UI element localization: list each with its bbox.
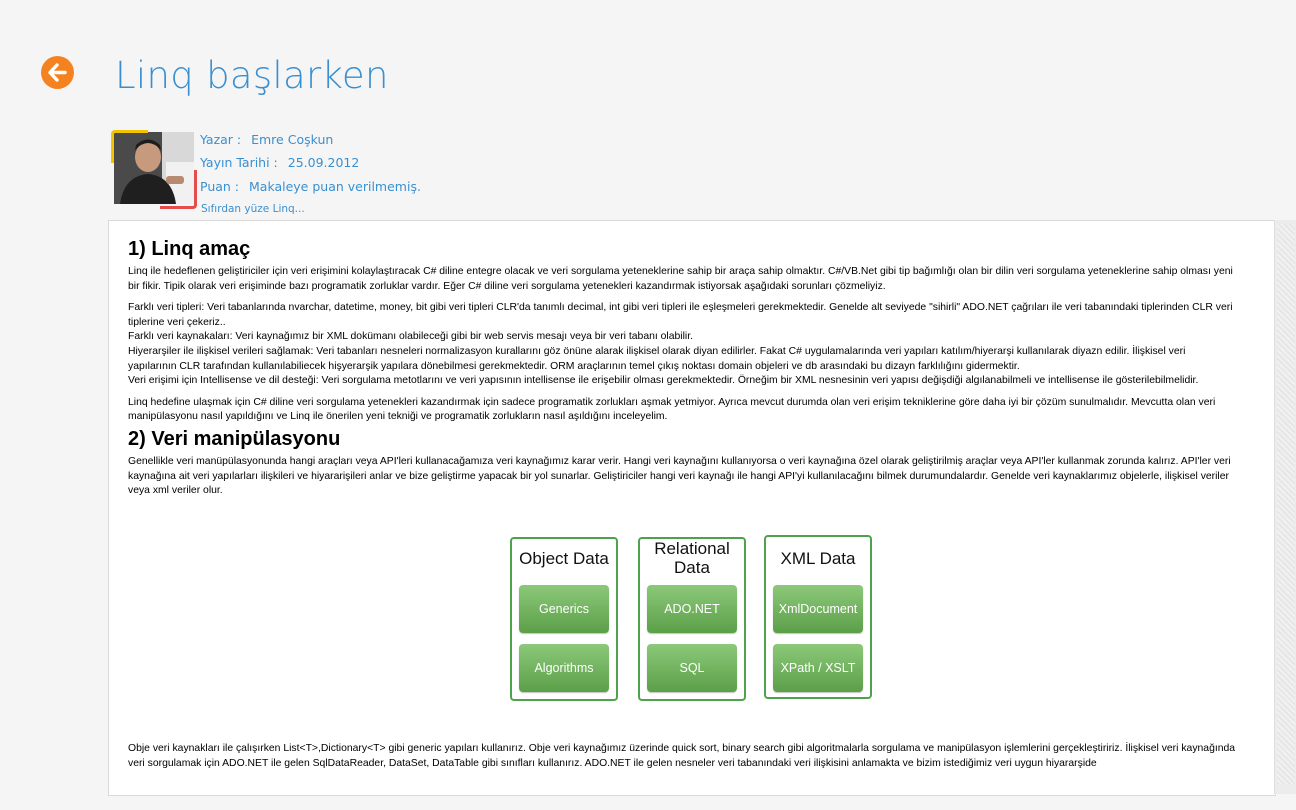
section-heading: 1) Linq amaç: [128, 238, 251, 260]
vertical-scrollbar[interactable]: [1274, 220, 1296, 794]
paragraph: Farklı veri tipleri: Veri tabanlarında nvarchar, datetime, money, bit gibi veri tipleri CLR'da tanımlı decimal, int gibi veri tipleri ile eşleşmeleri gerekmektedir. Genelde alt seviyede "sihirli" ADO.NET çağrıları ile veri tabanındaki tiplerinden CLR veri tiplerine veri çekeriz..: [128, 302, 1233, 328]
diagram-item: XmlDocument: [773, 585, 863, 633]
data-source-diagram: [128, 537, 1236, 707]
paragraph: Hiyerarşiler ile ilişkisel verileri sağlamak: Veri tabanları nesneleri normalizasyon kurallarını göz önüne alarak ilişkisel olarak diyan edilirler. Fakat C# uygulamalarında veri yapıları katılım/hiyerarşi kullanılarak diyazn edilir. İlişkisel veri yapılarının CLR tarafından kullanılabiliecek hişyerarşik yapılara dönebilmesi gerekmektedir. ORM araçlarının temel çıkış noktası domain objeleri ve db arasındaki bu dizayn farklılığını gidermektir.: [128, 345, 1186, 372]
diagram-column-object-data: [510, 537, 618, 701]
rating-label: Puan :: [200, 179, 240, 194]
author-row: [200, 132, 333, 147]
diagram-item: Algorithms: [519, 644, 609, 692]
back-button[interactable]: [41, 56, 74, 89]
diagram-column-title: XML Data: [780, 549, 856, 568]
author-label: Yazar :: [200, 132, 242, 147]
article-subtitle: Sıfırdan yüze Linq...: [201, 203, 305, 215]
publish-date: 25.09.2012: [287, 155, 360, 170]
avatar-frame-accent: [160, 170, 197, 209]
paragraph: Linq hedefine ulaşmak için C# diline veri sorgulama yetenekleri kazandırmak için sadece programatik zorlukları aşmak yetmiyor. Ayrıca mevcut durumda olan veri erişim tekniklerine göre daha iyi bir çözüm sunulmalıdır. Mevcutta olan veri manipülasyonu nasıl yapıldığını ve Linq ile önerilen yeni tekniği ve programatik zorlukların nasıl aşıldığını inceleyelim.: [128, 396, 1216, 423]
avatar-frame-accent: [111, 130, 148, 163]
author-name[interactable]: Emre Coşkun: [251, 132, 334, 147]
back-arrow-icon: [41, 56, 74, 89]
paragraph: Veri erişimi için Intellisense ve dil desteği: Veri sorgulama metotlarını ve veri yapısının intellisense ile erişebilir olması gerekmektedir. Örneğim bir XML nesnesinin veri yapısı değişdiği algılanabilmeli ve intellisense ile gösterilebilmelidir.: [128, 375, 1199, 387]
diagram-column-xml-data: [764, 535, 872, 699]
paragraph: Genellikle veri manüpülasyonunda hangi araçları veya API'leri kullanacağamıza veri kaynağımız karar verir. Hangi veri kaynağını kullanıyorsa o veri kaynağına özel olarak geliştirilmiş araçlar veya API'ler kullanmak zorunda kalırız. API'ler veri kaynağına ait veri yapılarları ilişkileri ve hiyararişileri anlar ve bize geliştirme yapacak bir yol sunarlar. Geliştiriciler hangi veri kaynağı ile hangi API'yi kullanılacağını bilmek durumundalardır. Genelde veri kaynaklarımız objelerle, ilişkisel veriler veya xml veriler olur.: [128, 455, 1231, 497]
diagram-item: SQL: [647, 644, 737, 692]
scrollbar-thumb[interactable]: [1277, 224, 1295, 784]
date-row: [200, 155, 359, 170]
diagram-item: Generics: [519, 585, 609, 633]
rating-value: Makaleye puan verilmemiş.: [249, 179, 421, 194]
diagram-column-title: Object Data: [519, 549, 609, 568]
article-content[interactable]: [108, 220, 1276, 796]
diagram-item: XPath / XSLT: [773, 644, 863, 692]
rating-row: [200, 179, 421, 194]
page-title: Linq başlarken: [115, 54, 389, 97]
paragraph: Obje veri kaynakları ile çalışırken List<T>,Dictionary<T> gibi generic yapıları kullanırız. Obje veri kaynağımız üzerinde quick sort, binary search gibi algoritmalarla sorgulama ve manipülasyon işlemlerini gerçekleştiririz. İlişkisel veri kaynağında veri sorgulamak için ADO.NET ile gelen SqlDataReader, DataSet, DataTable gibi sınıfları kullanırız. ADO.NET ile gelen nesneler veri tabanındaki veri ilişkisini anlamakta ve bizim istediğimiz veri uygun hiyararşide: [128, 743, 1236, 769]
diagram-column-title: Relational Data: [654, 539, 730, 577]
diagram-column-relational-data: [638, 537, 746, 701]
paragraph: Linq ile hedeflenen geliştiriciler için veri erişimini kolaylaştıracak C# diline entegre olacak ve veri sorgulama yeteneklerine sahip bir araça sahip olmaktır. C#/VB.Net gibi tip bağımlığı olan bir dilin veri sorgulama yeteneklerine sahip olması yeni bir fikir. Tipik olarak veri erişiminde bazı programatik zorluklar vardır. Eğer C# diline veri sorgulama yetenekleri kazandırmak istiyorsak aşağıdaki sorunları çözmeliyiz.: [128, 266, 1233, 292]
article-body: [128, 237, 1236, 769]
diagram-item: ADO.NET: [647, 585, 737, 633]
date-label: Yayın Tarihi :: [200, 155, 278, 170]
paragraph: Farklı veri kaynakaları: Veri kaynağımız bir XML dokümanı olabileceği gibi bir web servis mesajı veya bir veri tabanı olabilir.: [128, 331, 693, 343]
section-heading: 2) Veri manipülasyonu: [128, 427, 341, 450]
